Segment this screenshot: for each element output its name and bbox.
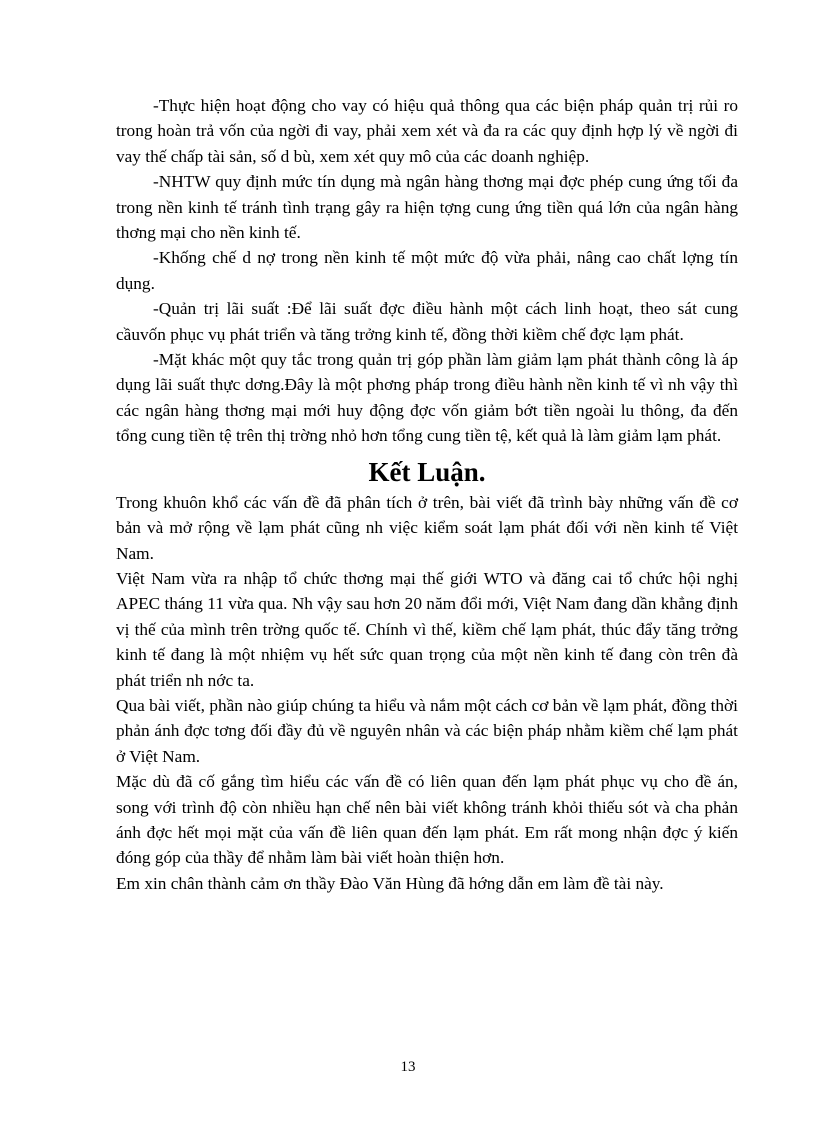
page-body [116, 93, 738, 896]
paragraph-thanks: Em xin chân thành cảm ơn thầy Đào Văn Hùng đã hớng dẫn em làm đề tài này. [116, 873, 664, 893]
paragraph-vietnam-wto: Việt Nam vừa ra nhập tổ chức thơng mại thế giới WTO và đăng cai tổ chức hội nghị APEC tháng 11 vừa qua. Nh vậy sau hơn 20 năm đổi mới, Việt Nam đang dần khẳng định vị thế của mình trên trờng quốc tế. Chính vì thế, kiềm chế lạm phát, thúc đẩy tăng trởng kinh tế đang là một nhiệm vụ hết sức quan trọng của một nền kinh tế đang còn trên đà phát triển nh nớc ta. [116, 568, 738, 690]
paragraph-conclusion-intro: Trong khuôn khổ các vấn đề đã phân tích ở trên, bài viết đã trình bày những vấn đề cơ bản và mở rộng về lạm phát cũng nh việc kiểm soát lạm phát đối với nền kinh tế Việt Nam. [116, 492, 738, 563]
paragraph-interest-rate-management: -Quản trị lãi suất :Để lãi suất đợc điều hành một cách linh hoạt, theo sát cung cầuvốn phục vụ phát triển và tăng trởng kinh tế, đồng thời kiềm chế đợc lạm phát. [116, 299, 738, 344]
paragraph-limitations: Mặc dù đã cố gắng tìm hiểu các vấn đề có liên quan đến lạm phát phục vụ cho đề án, song với trình độ còn nhiều hạn chế nên bài viết không tránh khỏi thiếu sót và cha phản ánh đợc hết mọi mặt của vấn đề liên quan đến lạm phát. Em rất mong nhận đợc ý kiến đóng góp của thầy để nhằm làm bài viết hoàn thiện hơn. [116, 772, 738, 868]
paragraph-summary: Qua bài viết, phần nào giúp chúng ta hiểu và nắm một cách cơ bản về lạm phát, đồng thời phản ánh đợc tơng đối đầy đủ về nguyên nhân và các biện pháp nhằm kiềm chế lạm phát ở Việt Nam. [116, 695, 738, 766]
page-number: 13 [400, 1059, 416, 1075]
paragraph-debt-control: -Khống chế d nợ trong nền kinh tế một mức độ vừa phải, nâng cao chất lợng tín dụng. [116, 248, 738, 293]
section-heading-conclusion: Kết Luận. [368, 456, 486, 487]
paragraph-positive-real-interest: -Mặt khác một quy tắc trong quản trị góp phần làm giảm lạm phát thành công là áp dụng lãi suất thực dơng.Đây là một phơng pháp trong điều hành nền kinh tế vì nh vậy thì các ngân hàng thơng mại mới huy động đợc vốn giảm bớt tiền ngoài lu thông, đa đến tổng cung tiền tệ trên thị trờng nhỏ hơn tổng cung tiền tệ, kết quả là làm giảm lạm phát. [116, 350, 738, 446]
paragraph-loan-efficiency: -Thực hiện hoạt động cho vay có hiệu quả thông qua các biện pháp quản trị rủi ro trong hoàn trả vốn của ngời đi vay, phải xem xét và đa ra các quy định hợp lý về ngời đi vay thế chấp tài sản, số d bù, xem xét quy mô của các doanh nghiệp. [116, 96, 738, 166]
paragraph-credit-limit: -NHTW quy định mức tín dụng mà ngân hàng thơng mại đợc phép cung ứng tối đa trong nền kinh tế tránh tình trạng gây ra hiện tợng cung ứng tiền quá lớn của ngân hàng thơng mại cho nền kinh tế. [116, 172, 738, 243]
